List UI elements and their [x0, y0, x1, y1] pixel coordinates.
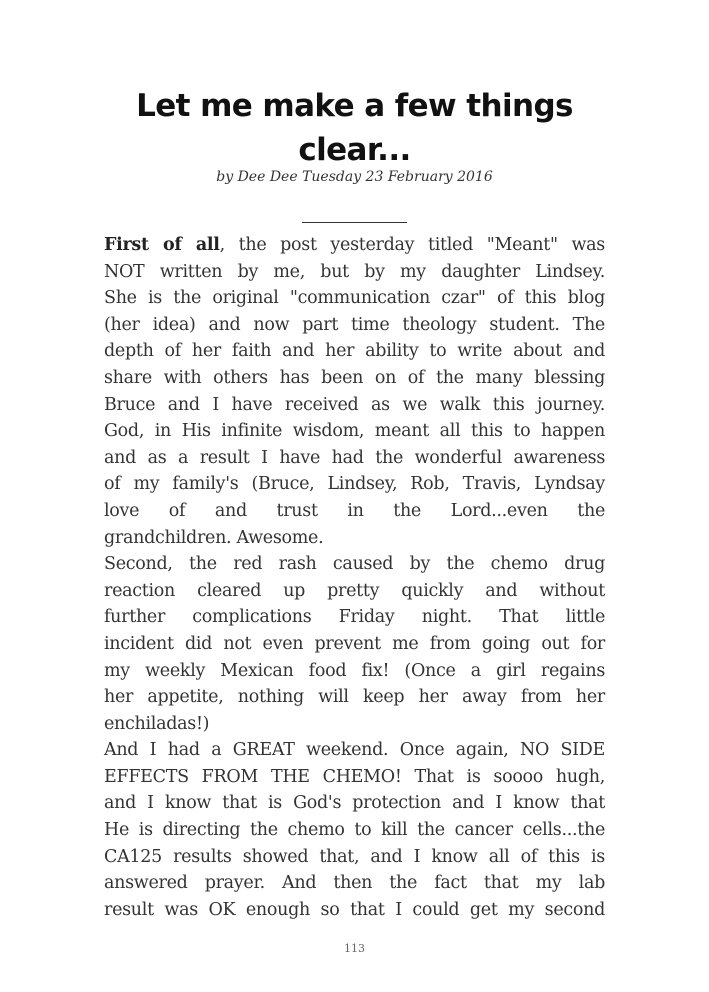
body-line: depth of her faith and her ability to write about and	[104, 341, 605, 362]
body-line: enchiladas!)	[104, 713, 210, 734]
body-line: EFFECTS FROM THE CHEMO! That is soooo hugh,	[104, 766, 605, 787]
body-line: and I know that is God's protection and I know that	[104, 793, 605, 814]
body-line: share with others has been on of the many blessing	[104, 367, 605, 388]
page-number: 113	[344, 942, 365, 955]
body-line: reaction cleared up pretty quickly and without	[104, 580, 605, 601]
body-line: of my family's (Bruce, Lindsey, Rob, Travis, Lyndsay	[104, 474, 605, 495]
body-line: incident did not even prevent me from going out for	[104, 633, 605, 654]
body-line: (her idea) and now part time theology student. The	[104, 314, 605, 335]
body-line: CA125 results showed that, and I know all of this is	[104, 846, 605, 867]
body-line: answered prayer. And then the fact that my lab	[104, 873, 605, 894]
lead-in-bold: First of all	[104, 235, 220, 255]
body-line: NOT written by me, but by my daughter Lindsey.	[104, 261, 605, 282]
body-line: and as a result I have had the wonderful awareness	[104, 447, 605, 468]
body-line: Second, the red rash caused by the chemo drug	[104, 554, 605, 575]
body-line: God, in His infinite wisdom, meant all this to happen	[104, 421, 605, 442]
byline: by Dee Dee Tuesday 23 February 2016	[216, 169, 493, 185]
page-title: Let me make a few things clear...	[136, 88, 573, 168]
body-line: And I had a GREAT weekend. Once again, NO SIDE	[104, 740, 605, 761]
divider-rule	[302, 222, 407, 223]
body-line: her appetite, nothing will keep her away from her	[104, 687, 605, 708]
body-line: Bruce and I have received as we walk this journey.	[104, 394, 605, 415]
body-line: First of all, the post yesterday titled "Meant" was	[104, 235, 605, 255]
body-line: He is directing the chemo to kill the cancer cells...the	[104, 820, 605, 841]
body-line: result was OK enough so that I could get my second	[104, 899, 605, 920]
body-line: further complications Friday night. That little	[104, 607, 605, 628]
body-line: love of and trust in the Lord...even the	[104, 500, 605, 521]
body-line: my weekly Mexican food fix! (Once a girl regains	[104, 660, 605, 681]
body-line: grandchildren. Awesome.	[104, 527, 324, 548]
body-line: She is the original "communication czar" of this blog	[104, 288, 605, 309]
article-body	[104, 232, 605, 923]
